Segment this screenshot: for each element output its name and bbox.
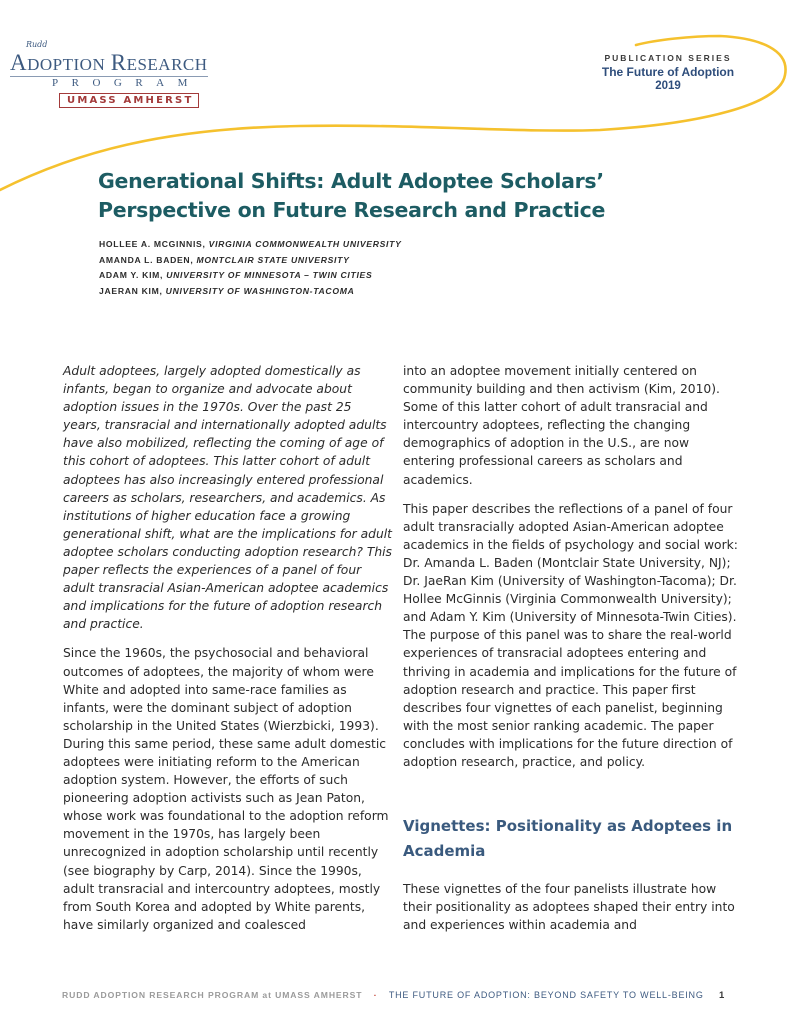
logo-program-text: PROGRAM: [52, 77, 201, 89]
footer-series-title: THE FUTURE OF ADOPTION: BEYOND SAFETY TO WELL-BEING: [388, 990, 704, 1000]
publication-series-label: PUBLICATION SERIES: [604, 53, 732, 63]
logo-institution-badge: UMASS AMHERST: [59, 93, 199, 108]
footer-separator: ·: [373, 990, 378, 1000]
author-line: ADAM Y. KIM, UNIVERSITY OF MINNESOTA – TWIN CITIES: [99, 270, 373, 280]
body-paragraph: This paper describes the reflections of a panel of four adult transracially adopted Asian-American adoptee academics in the fields of psychology and social work: Dr. Amanda L. Baden (Montclair State University, NJ); Dr. JaeRan Kim (University of Washington-Tacoma); Dr. Hollee McGinnis (Virginia Commonwealth University); and Adam Y. Kim (University of Minnesota-Twin Cities). The purpose of this panel was to share the real-world experiences of transracial adoptees entering and thriving in academia and implications for the future of adoption research and practice. This paper first describes four vignettes of each panelist, beginning with the most senior ranking academic. The paper concludes with implications for the future direction of adoption research, practice, and policy.: [403, 501, 738, 769]
body-paragraph: into an adoptee movement initially centered on community building and then activism (Kim, 2010). Some of this latter cohort of adult transracial and intercountry adoptees, reflecting the changing demographics of adoption in the U.S., are now entering professional careers as scholars and academics.: [403, 364, 720, 487]
publication-series: [578, 53, 758, 92]
logo-main-text: ADOPTION RESEARCH: [10, 50, 208, 75]
abstract: Adult adoptees, largely adopted domestically as infants, began to organize and advocate about adoption issues in the 1970s. Over the past 25 years, transracial and internationally adopted adults have also mobilized, reflecting the coming of age of this cohort of adoptees. This latter cohort of adult adoptees has also increasingly entered professional careers as scholars, researchers, and academics. As institutions of higher education face a growing generational shift, what are the implications for adult adoptee scholars conducting adoption research? This paper reflects the experiences of a panel of four adult transracial Asian-American adoptee academics and implications for the future of adoption research and practice.: [63, 364, 392, 632]
author-line: HOLLEE A. MCGINNIS, VIRGINIA COMMONWEALTH UNIVERSITY: [99, 239, 402, 249]
footer-program: RUDD ADOPTION RESEARCH PROGRAM at UMASS AMHERST: [62, 990, 363, 1000]
logo-rudd-text: Rudd: [26, 40, 48, 49]
author-line: JAERAN KIM, UNIVERSITY OF WASHINGTON-TACOMA: [99, 285, 355, 296]
body-column-left: [63, 362, 393, 945]
page-footer: [62, 990, 762, 1001]
body-paragraph: These vignettes of the four panelists illustrate how their positionality as adoptees shaped their entry into and experiences within academia and: [403, 882, 735, 933]
page-number: 1: [718, 990, 726, 1001]
body-column-right: [403, 362, 738, 945]
body-paragraph: Since the 1960s, the psychosocial and behavioral outcomes of adoptees, the majority of whom were White and adopted into same-race families as infants, were the dominant subject of adoption scholarship in the United States (Wierzbicki, 1993). During this same period, these same adult domestic adoptees were initiating reform to the American adoption system. However, the efforts of such pioneering adoption activists such as Jean Paton, whose work was foundational to the adoption reform movement in the 1970s, has largely been unrecognized in adoption scholarship until recently (see biography by Carp, 2014). Since the 1990s, adult transracial and intercountry adoptees, mostly from South Korea and adopted by White parents, have similarly organized and coalesced: [63, 646, 389, 932]
section-heading: Vignettes: Positionality as Adoptees in Academia: [403, 817, 733, 861]
publication-series-title: The Future of Adoption: [601, 65, 735, 79]
author-list: [99, 237, 402, 299]
author-line: AMANDA L. BADEN, MONTCLAIR STATE UNIVERSITY: [99, 254, 350, 265]
paper-title: Generational Shifts: Adult Adoptee Scholars’ Perspective on Future Research and Practice: [98, 168, 606, 222]
publication-series-year: 2019: [655, 80, 681, 92]
